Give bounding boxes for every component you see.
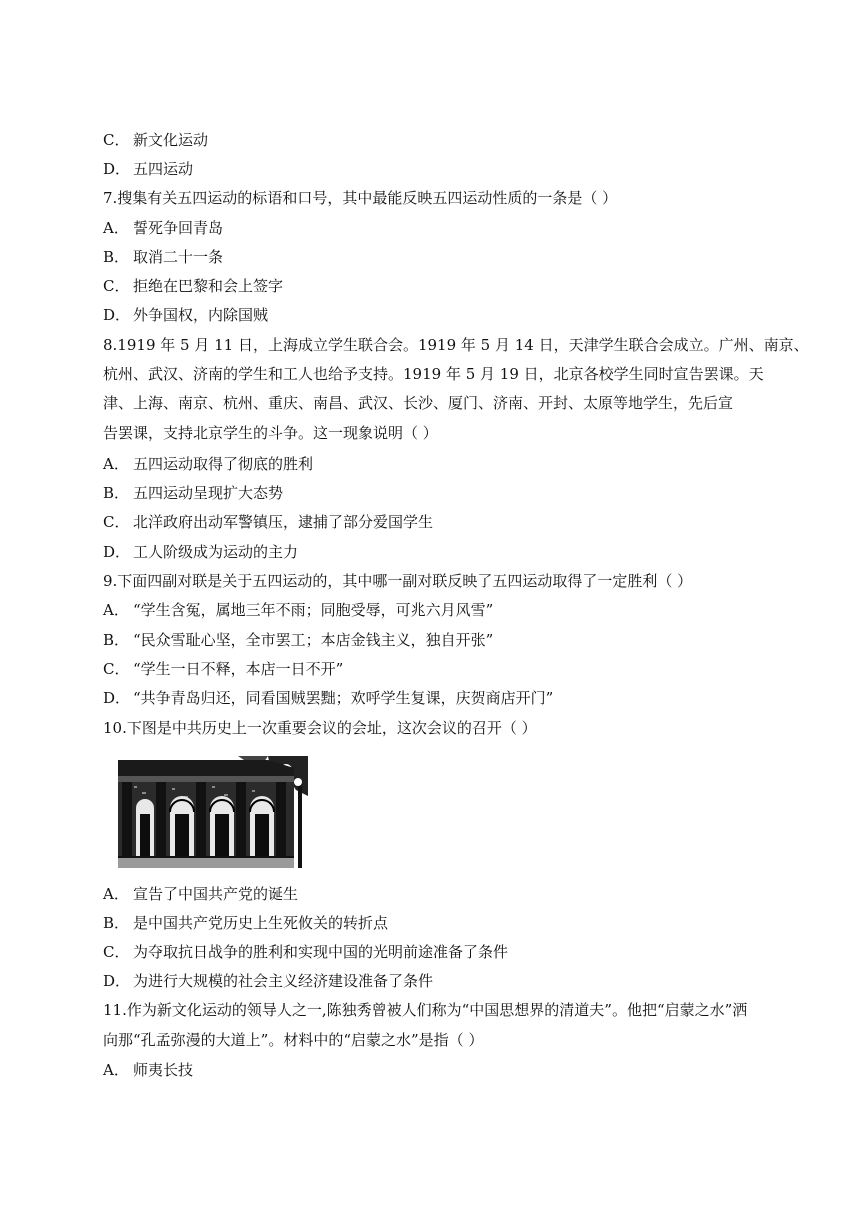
option-label: C． xyxy=(103,513,130,531)
option-text: 为进行大规模的社会主义经济建设准备了条件 xyxy=(133,972,434,990)
option-line xyxy=(103,483,783,503)
option-label: A． xyxy=(103,455,129,473)
option-text: “共争青岛归还，同看国贼罢黜；欢呼学生复课，庆贺商店开门” xyxy=(133,689,554,707)
question-line: 7.搜集有关五四运动的标语和口号，其中最能反映五四运动性质的一条是（ ） xyxy=(103,189,618,207)
question-line: 告罢课，支持北京学生的斗争。这一现象说明（ ） xyxy=(103,424,438,442)
option-text: 新文化运动 xyxy=(133,131,209,149)
option-label: D． xyxy=(103,306,131,324)
option-text: “学生含冤，属地三年不雨；同胞受辱，可兆六月风雪” xyxy=(133,601,494,619)
option-line xyxy=(103,159,783,179)
option-line xyxy=(103,971,783,991)
question-line: 杭州、武汉、济南的学生和工人也给予支持。1919 年 5 月 19 日，北京各校学生同时宣告罢课。天 xyxy=(103,365,764,383)
option-label: A． xyxy=(103,885,129,903)
option-line xyxy=(103,305,783,325)
option-line xyxy=(103,600,783,620)
option-text: 为夺取抗日战争的胜利和实现中国的光明前途准备了条件 xyxy=(133,943,509,961)
option-label: D． xyxy=(103,689,131,707)
question-line: 9.下面四副对联是关于五四运动的，其中哪一副对联反映了五四运动取得了一定胜利（ ） xyxy=(103,572,693,590)
option-line xyxy=(103,512,783,532)
option-line xyxy=(103,884,783,904)
option-label: C． xyxy=(103,131,130,149)
option-text: “学生一日不释，本店一日不开” xyxy=(133,660,344,678)
option-text: 五四运动呈现扩大态势 xyxy=(133,484,284,502)
option-label: B． xyxy=(103,248,130,266)
option-line xyxy=(103,942,783,962)
option-line xyxy=(103,130,783,150)
option-label: D． xyxy=(103,972,131,990)
option-line xyxy=(103,276,783,296)
option-label: D． xyxy=(103,543,131,561)
option-text: 五四运动 xyxy=(133,160,194,178)
option-text: 誓死争回青岛 xyxy=(133,219,224,237)
option-label: B． xyxy=(103,631,130,649)
option-text: 五四运动取得了彻底的胜利 xyxy=(133,455,314,473)
option-text: 外争国权，内除国贼 xyxy=(133,306,269,324)
option-line xyxy=(103,454,783,474)
option-label: B． xyxy=(103,484,130,502)
option-text: 拒绝在巴黎和会上签字 xyxy=(133,277,284,295)
question-line: 津、上海、南京、杭州、重庆、南昌、武汉、长沙、厦门、济南、开封、太原等地学生，先后宣 xyxy=(103,394,734,412)
option-line xyxy=(103,247,783,267)
option-line xyxy=(103,1060,783,1080)
option-text: “民众雪耻心坚，全市罢工；本店金钱主义，独自开张” xyxy=(133,631,494,649)
option-text: 是中国共产党历史上生死攸关的转折点 xyxy=(133,914,389,932)
option-label: A． xyxy=(103,1061,129,1079)
question-line: 10.下图是中共历史上一次重要会议的会址，这次会议的召开（ ） xyxy=(103,719,537,737)
option-line xyxy=(103,688,783,708)
option-line xyxy=(103,542,783,562)
option-line xyxy=(103,913,783,933)
question-line: 向那“孔孟弥漫的大道上”。材料中的“启蒙之水”是指（ ） xyxy=(103,1031,484,1049)
option-text: 工人阶级成为运动的主力 xyxy=(133,543,299,561)
option-text: 师夷长技 xyxy=(133,1061,194,1079)
option-text: 宣告了中国共产党的诞生 xyxy=(133,885,299,903)
meeting-site-photo xyxy=(118,756,308,868)
option-label: C． xyxy=(103,660,130,678)
option-label: B． xyxy=(103,914,130,932)
option-label: A． xyxy=(103,601,129,619)
option-label: D． xyxy=(103,160,131,178)
option-text: 北洋政府出动军警镇压，逮捕了部分爱国学生 xyxy=(133,513,434,531)
option-label: C． xyxy=(103,943,130,961)
question-line: 8.1919 年 5 月 11 日，上海成立学生联合会。1919 年 5 月 14 日，天津学生联合会成立。广州、南京、 xyxy=(103,336,809,354)
option-line xyxy=(103,218,783,238)
question-line: 11.作为新文化运动的领导人之一,陈独秀曾被人们称为“中国思想界的清道夫”。他把“启蒙之水”洒 xyxy=(103,1001,748,1019)
option-line xyxy=(103,630,783,650)
option-text: 取消二十一条 xyxy=(133,248,224,266)
option-line xyxy=(103,659,783,679)
option-label: C． xyxy=(103,277,130,295)
option-label: A． xyxy=(103,219,129,237)
